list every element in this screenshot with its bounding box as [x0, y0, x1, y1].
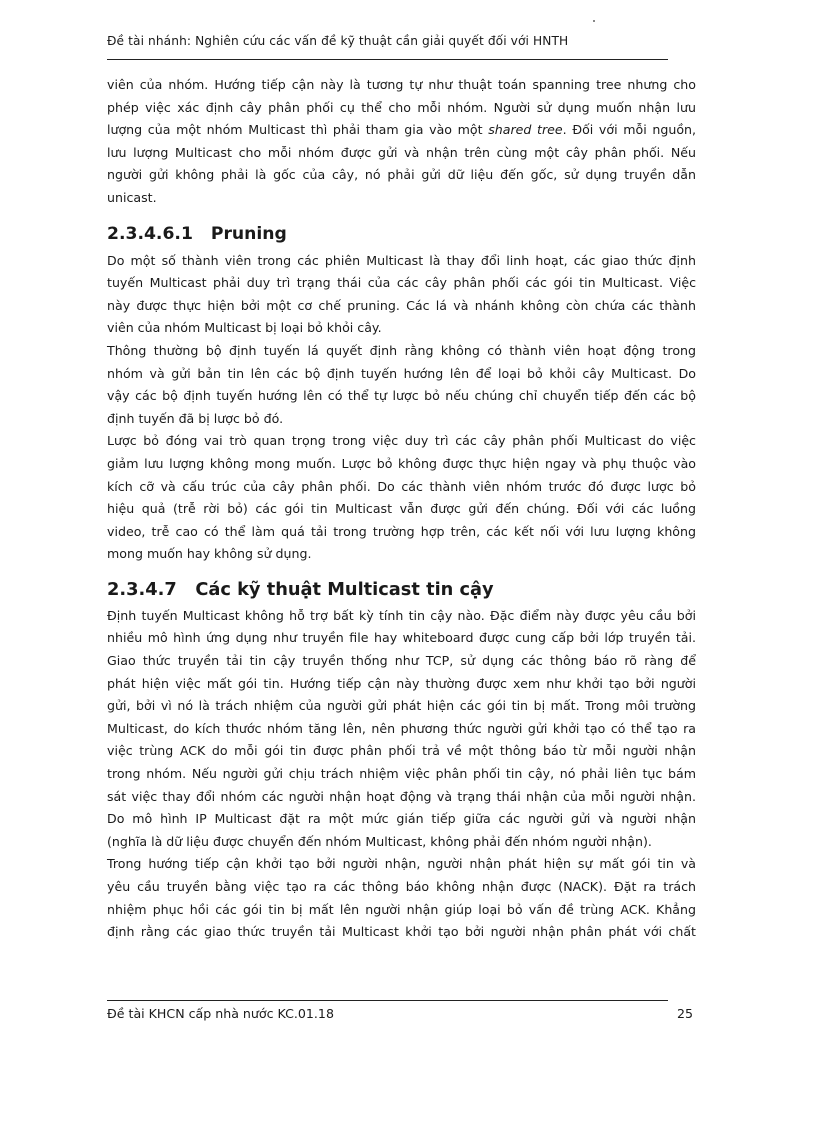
text-line: Định tuyến Multicast không hỗ trợ bất kỳ tính tin cậy nào. Đặc điểm này được yêu cầu bởi [107, 607, 696, 623]
text-line: định tuyến đã bị lược bỏ đó. [107, 410, 284, 426]
text-line: (nghĩa là dữ liệu được chuyển đến nhóm Multicast, không phải đến nhóm người nhận). [107, 833, 652, 849]
intro-paragraph [107, 74, 696, 210]
text-line: viên của nhóm Multicast bị loại bỏ khỏi cây. [107, 320, 382, 336]
text-line: viên của nhóm. Hướng tiếp cận này là tương tự như thuật toán spanning tree nhưng cho [107, 77, 696, 92]
text-line: phát hiện việc mất gói tin. Hướng tiếp cận này thường được xem như khởi tạo bởi người [107, 675, 696, 691]
text-line [107, 119, 696, 142]
text-line: mong muốn hay không sử dụng. [107, 546, 312, 562]
text-line: phép việc xác định cây phân phối cụ thể cho mỗi nhóm. Người sử dụng muốn nhận lưu [107, 99, 696, 115]
text-line: Do một số thành viên trong các phiên Multicast là thay đổi linh hoạt, các giao thức định [107, 252, 696, 268]
scan-mark [593, 20, 595, 22]
text-line: gửi, bởi vì nó là trách nhiệm của người gửi phát hiện các gói tin bị mất. Trong môi trường [107, 698, 696, 714]
text-line: nhóm và gửi bản tin lên các bộ định tuyến hướng lên để loại bỏ khỏi cây Multicast. Do [107, 365, 696, 381]
footer-rule [107, 1000, 668, 1001]
text-line: vậy các bộ định tuyến hướng lên có thể tự lược bỏ nếu chúng chỉ chuyển tiếp đến các bộ [107, 388, 696, 404]
page-number: 25 [677, 1006, 694, 1021]
pruning-paragraph-1 [107, 250, 696, 340]
header-rule [107, 59, 668, 60]
text-line: unicast. [107, 189, 157, 205]
text-line: kích cỡ và cấu trúc của cây phân phối. Do các thành viên nhóm trước đó được lược bỏ [107, 478, 696, 494]
text-line: nhiều mô hình ứng dụng như truyền file hay whiteboard được cung cấp bởi lớp truyền tải. [107, 630, 696, 646]
text-line: định rằng các giao thức truyền tải Multicast khởi tạo bởi người nhận phân phát với chất [107, 924, 696, 940]
text-line: lưu lượng Multicast cho mỗi nhóm được gửi và nhận trên cùng một cây phân phối. Nếu [107, 144, 696, 160]
emphasis-term: shared tree [488, 122, 563, 138]
text-line: sát việc thay đổi nhóm các người nhận hoạt động và trạng thái nhận của mỗi người nhận. [107, 788, 696, 804]
reliable-paragraph-2 [107, 853, 696, 943]
text-line: nhiệm phục hồi các gói tin bị mất lên người nhận giúp loại bỏ vấn đề trùng ACK. Khẳng [107, 901, 696, 917]
body-content [107, 74, 696, 944]
pruning-paragraph-2 [107, 340, 696, 430]
text-line: Thông thường bộ định tuyến lá quyết định rằng không có thành viên hoạt động trong [107, 342, 696, 358]
text-line: Giao thức truyền tải tin cậy truyền thống như TCP, sử dụng các thông báo rõ ràng để [107, 653, 696, 669]
pruning-paragraph-3 [107, 430, 696, 566]
text-line: Multicast, do kích thước nhóm tăng lên, nên phương thức người gửi khởi tạo có thể tạo ra [107, 720, 696, 736]
text-span: lượng của một nhóm Multicast thì phải tham gia vào một [107, 122, 489, 138]
text-line: Trong hướng tiếp cận khởi tạo bởi người nhận, người nhận phát hiện sự mất gói tin và [107, 856, 696, 872]
text-line: yêu cầu truyền bằng việc tạo ra các thông báo không nhận được (NACK). Đặt ra trách [107, 879, 696, 894]
text-line: người gửi không phải là gốc của cây, nó phải gửi dữ liệu đến gốc, sử dụng truyền dẫn [107, 167, 696, 183]
running-header: Đề tài nhánh: Nghiên cứu các vấn đề kỹ thuật cần giải quyết đối với HNTH [107, 34, 569, 48]
text-line: này được thực hiện bởi một cơ chế pruning. Các lá và nhánh không còn chứa các thành [107, 297, 696, 313]
section-heading-pruning: 2.3.4.6.1 Pruning [107, 223, 287, 244]
text-line: trong nhóm. Nếu người gửi chịu trách nhiệm việc phân phối tin cậy, nó phải liên tục bám [107, 766, 696, 782]
text-line: giảm lưu lượng không mong muốn. Lược bỏ không được thực hiện ngay và phụ thuộc vào [107, 455, 696, 471]
text-line: video, trễ cao có thể làm quá tải trong trường hợp trên, các kết nối với lưu lượng không [107, 523, 696, 539]
text-span: . Đối với mỗi nguồn, [562, 122, 697, 138]
section-heading-reliable-multicast: 2.3.4.7 Các kỹ thuật Multicast tin cậy [107, 578, 494, 600]
text-line: tuyến Multicast phải duy trì trạng thái của các cây phân phối các gói tin Multicast. Việc [107, 275, 696, 291]
text-line: hiệu quả (trễ rời bỏ) các gói tin Multicast vẫn được gửi đến chúng. Đối với các luồng [107, 501, 696, 517]
footer-project-label: Đề tài KHCN cấp nhà nước KC.01.18 [107, 1006, 334, 1021]
text-line: Do mô hình IP Multicast đặt ra một mức gián tiếp giữa các người gửi và người nhận [107, 811, 696, 827]
text-line: việc trùng ACK do mỗi gói tin được phân phối trả về một thông báo từ mỗi người nhận [107, 743, 696, 759]
reliable-paragraph-1 [107, 605, 696, 854]
text-line: Lược bỏ đóng vai trò quan trọng trong việc duy trì các cây phân phối Multicast do việc [107, 433, 696, 449]
